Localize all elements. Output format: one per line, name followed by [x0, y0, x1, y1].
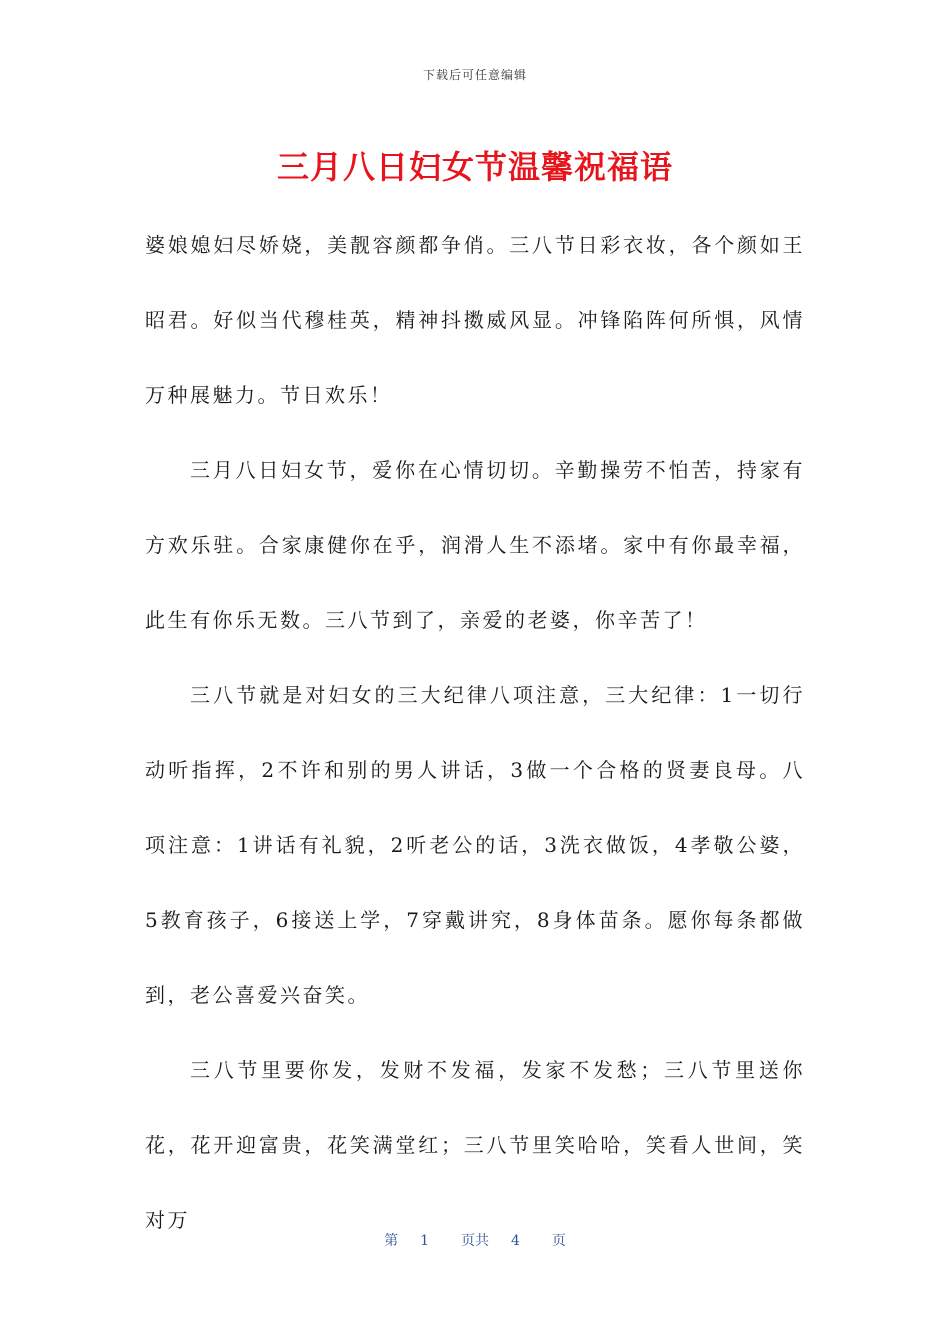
- paragraph-3: 三八节就是对妇女的三大纪律八项注意，三大纪律：1一切行动听指挥，2不许和别的男人讲话，3做一个合格的贤妻良母。八项注意：1讲话有礼貌，2听老公的话，3洗衣做饭，4孝敬公婆，5教育孩子，6接送上学，7穿戴讲究，8身体苗条。愿你每条都做到，老公喜爱兴奋笑。: [145, 683, 805, 1007]
- paragraph-2: 三月八日妇女节，爱你在心情切切。辛勤操劳不怕苦，持家有方欢乐驻。合家康健你在乎，润滑人生不添堵。家中有你最幸福，此生有你乐无数。三八节到了，亲爱的老婆，你辛苦了！: [145, 458, 805, 632]
- page-suffix: 页: [551, 1233, 566, 1249]
- page-label: 第: [384, 1233, 399, 1249]
- paragraph-4: 三八节里要你发，发财不发福，发家不发愁；三八节里送你花，花开迎富贵，花笑满堂红；三八节里笑哈哈，笑看人世间，笑对万: [145, 1058, 805, 1232]
- total-pages-number: 4: [511, 1233, 520, 1249]
- header-note: 下载后可任意编辑: [422, 68, 527, 82]
- paragraph-1: 婆娘媳妇尽娇娆，美靓容颜都争俏。三八节日彩衣妆，各个颜如王昭君。好似当代穆桂英，精神抖擞威风显。冲锋陷阵何所惧，风情万种展魅力。节日欢乐！: [145, 233, 805, 407]
- page-footer: [0, 1230, 950, 1250]
- current-page-number: 1: [420, 1233, 429, 1249]
- page-of-label: 页共: [461, 1233, 489, 1249]
- document-body: [145, 208, 805, 1258]
- document-title: 三月八日妇女节温馨祝福语: [276, 148, 673, 186]
